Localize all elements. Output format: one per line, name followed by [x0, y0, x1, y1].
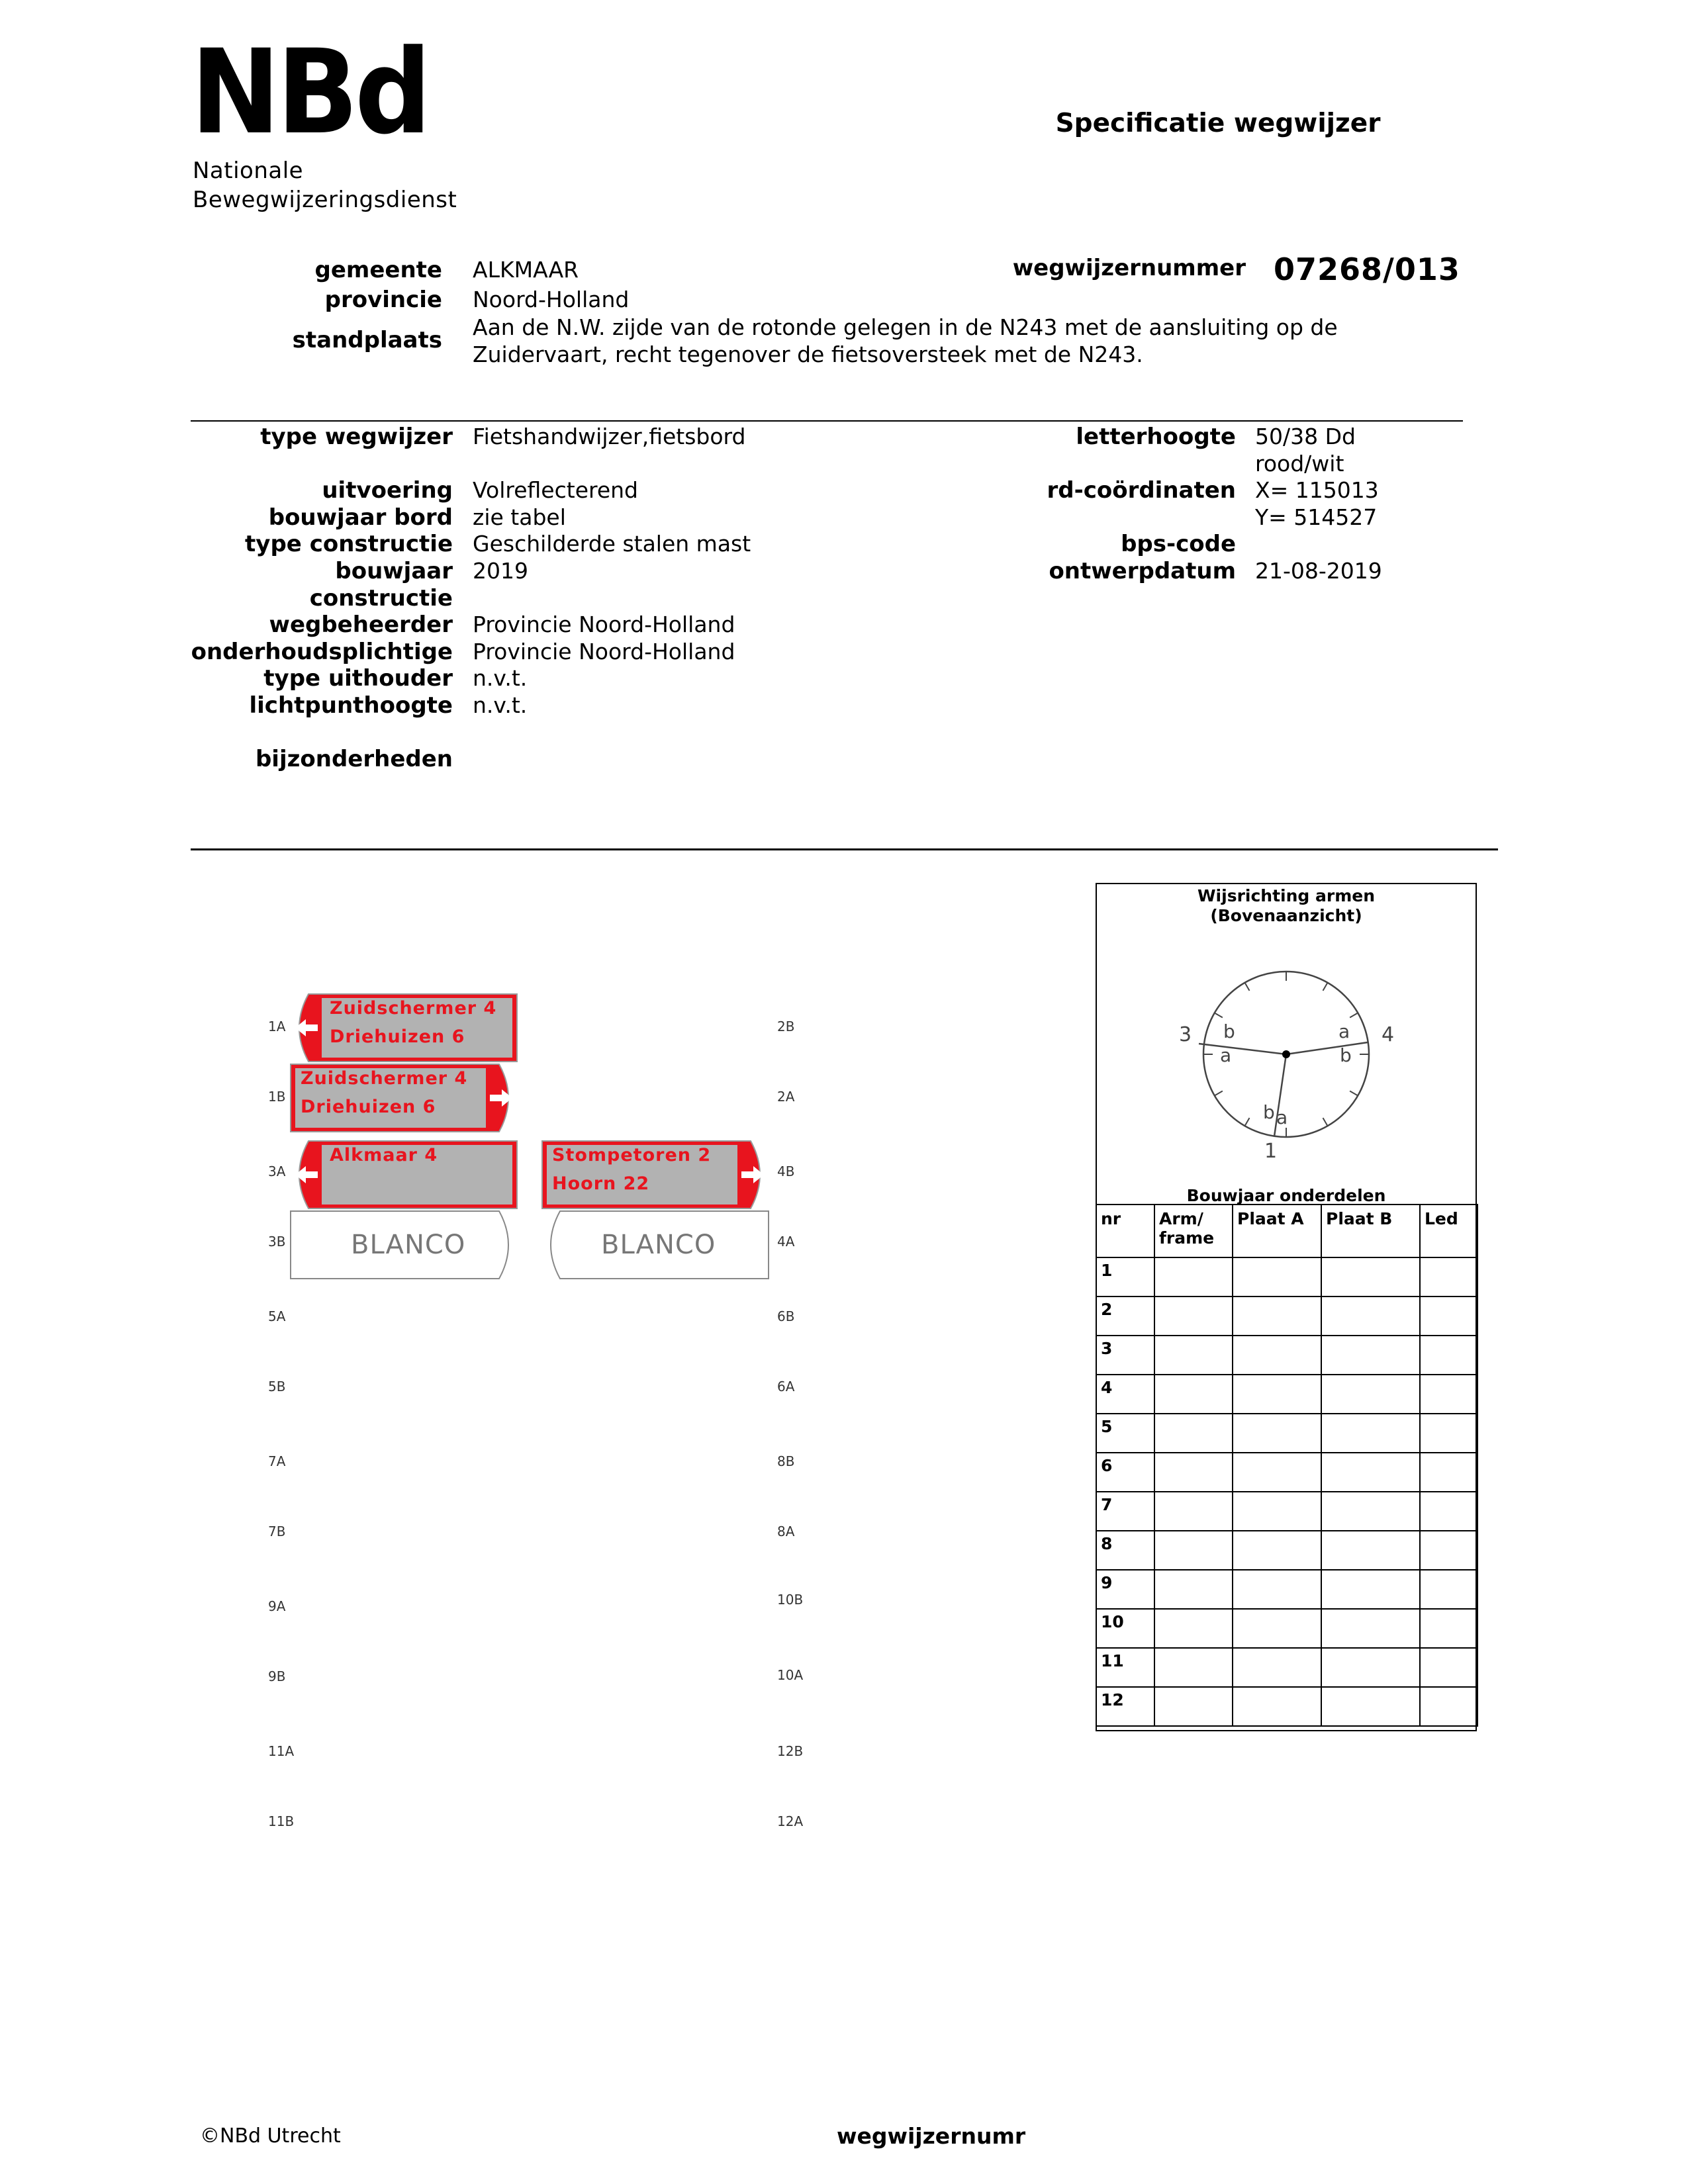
plate-label: 2A: [777, 1089, 795, 1105]
sign-3a: [289, 1140, 519, 1210]
bouwjaar-constructie-value: 2019: [473, 558, 528, 584]
table-row: [1096, 1531, 1477, 1570]
row-number: 11: [1096, 1648, 1154, 1687]
type-wegwijzer-value: Fietshandwijzer,fietsbord: [473, 424, 746, 449]
arm-4-a: a: [1338, 1021, 1350, 1042]
plate-label: 8A: [777, 1524, 795, 1539]
cell: [1233, 1453, 1321, 1492]
cell: [1420, 1492, 1477, 1531]
row-number: 2: [1096, 1297, 1154, 1336]
compass-tick: [1245, 983, 1250, 991]
sign-1b: [289, 1063, 519, 1133]
type-constructie-label: type constructie: [245, 531, 453, 557]
cell: [1233, 1609, 1321, 1648]
bouwjaar-bord-label: bouwjaar bord: [268, 504, 453, 531]
blanco-left-text: BLANCO: [351, 1230, 466, 1260]
page-title: Specificatie wegwijzer: [1055, 109, 1381, 138]
wegbeheerder-value: Provincie Noord-Holland: [473, 612, 735, 637]
cell: [1420, 1453, 1477, 1492]
plate-label: 4A: [777, 1234, 795, 1250]
plate-label: 11B: [268, 1813, 295, 1829]
cell: [1233, 1336, 1321, 1375]
ontwerpdatum-label: ontwerpdatum: [1049, 558, 1236, 584]
table-row: [1096, 1414, 1477, 1453]
table-row: [1096, 1375, 1477, 1414]
cell: [1233, 1375, 1321, 1414]
cell: [1321, 1570, 1420, 1609]
col-header-plaat-a: Plaat A: [1233, 1205, 1321, 1257]
cell: [1233, 1492, 1321, 1531]
wegwijzernummer-label: wegwijzernummer: [1012, 255, 1246, 281]
cell: [1233, 1648, 1321, 1687]
uitvoering-value: Volreflecterend: [473, 477, 638, 503]
plate-label: 2B: [777, 1019, 795, 1034]
arm-4-number: 4: [1382, 1023, 1395, 1046]
table-row: [1096, 1453, 1477, 1492]
compass-tick: [1323, 983, 1328, 991]
compass-diagram: [1165, 956, 1417, 1175]
sign-1b-line-1: Zuidschermer 4: [301, 1068, 468, 1089]
gemeente-label: gemeente: [314, 257, 442, 283]
letterhoogte-value-2: rood/wit: [1255, 451, 1344, 477]
cell: [1154, 1609, 1233, 1648]
letterhoogte-label: letterhoogte: [1076, 424, 1236, 450]
table-row: [1096, 1257, 1477, 1297]
row-number: 5: [1096, 1414, 1154, 1453]
onderhoudsplichtige-value: Provincie Noord-Holland: [473, 639, 735, 664]
cell: [1154, 1336, 1233, 1375]
cell: [1321, 1453, 1420, 1492]
constructie-label: constructie: [309, 585, 453, 612]
cell: [1154, 1414, 1233, 1453]
cell: [1420, 1297, 1477, 1336]
rd-x-value: X= 115013: [1255, 477, 1379, 503]
table-row: [1096, 1297, 1477, 1336]
wijsrichting-title-1: Wijsrichting armen: [1197, 886, 1376, 905]
cell: [1420, 1687, 1477, 1726]
provincie-label: provincie: [324, 287, 442, 313]
type-constructie-value: Geschilderde stalen mast: [473, 531, 751, 557]
onderhoudsplichtige-label: onderhoudsplichtige: [191, 639, 453, 665]
type-uithouder-label: type uithouder: [263, 665, 453, 692]
plate-label: 3A: [268, 1163, 286, 1179]
sign-4b: [540, 1140, 771, 1210]
compass-tick: [1350, 1091, 1358, 1096]
cell: [1154, 1570, 1233, 1609]
uitvoering-label: uitvoering: [322, 477, 453, 504]
plate-label: 9A: [268, 1598, 286, 1614]
nbd-logo: NBd: [191, 24, 428, 160]
bouwjaar-table: [1096, 1204, 1478, 1727]
cell: [1321, 1531, 1420, 1570]
cell: [1420, 1375, 1477, 1414]
arm-4-b: b: [1340, 1044, 1352, 1066]
table-row: [1096, 1570, 1477, 1609]
sign-1a-line-1: Zuidschermer 4: [330, 998, 497, 1019]
sign-1b-line-2: Driehuizen 6: [301, 1097, 436, 1117]
plate-label: 9B: [268, 1668, 286, 1684]
row-number: 12: [1096, 1687, 1154, 1726]
sign-4a-blanco: [540, 1210, 771, 1280]
cell: [1154, 1492, 1233, 1531]
logo-line-2: Bewegwijzeringsdienst: [193, 187, 457, 213]
divider-bottom: [191, 848, 1498, 850]
cell: [1321, 1336, 1420, 1375]
table-row: [1096, 1648, 1477, 1687]
table-header-row: [1096, 1205, 1477, 1257]
compass-tick: [1245, 1118, 1250, 1126]
provincie-value: Noord-Holland: [473, 287, 630, 312]
row-number: 10: [1096, 1609, 1154, 1648]
cell: [1154, 1648, 1233, 1687]
table-row: [1096, 1336, 1477, 1375]
wegwijzernummer-value: 07268/013: [1274, 251, 1460, 287]
cell: [1154, 1531, 1233, 1570]
cell: [1321, 1257, 1420, 1297]
cell: [1154, 1687, 1233, 1726]
sign-4b-line-2: Hoorn 22: [552, 1173, 650, 1194]
logo-line-1: Nationale: [193, 158, 304, 184]
cell: [1233, 1297, 1321, 1336]
wijsrichting-title-2: (Bovenaanzicht): [1210, 906, 1362, 925]
cell: [1420, 1531, 1477, 1570]
row-number: 7: [1096, 1492, 1154, 1531]
blanco-right-text: BLANCO: [601, 1230, 716, 1260]
plate-label: 10B: [777, 1592, 804, 1608]
row-number: 3: [1096, 1336, 1154, 1375]
arm-1-number: 1: [1264, 1140, 1278, 1163]
cell: [1321, 1375, 1420, 1414]
bijzonderheden-label: bijzonderheden: [255, 746, 453, 772]
plate-label: 3B: [268, 1234, 286, 1250]
gemeente-value: ALKMAAR: [473, 257, 579, 283]
row-number: 4: [1096, 1375, 1154, 1414]
plate-label: 12B: [777, 1743, 804, 1759]
compass-tick: [1215, 1013, 1223, 1018]
plate-label: 1A: [268, 1019, 286, 1034]
plate-label: 12A: [777, 1813, 804, 1829]
cell: [1420, 1570, 1477, 1609]
cell: [1154, 1453, 1233, 1492]
cell: [1321, 1297, 1420, 1336]
cell: [1321, 1609, 1420, 1648]
plate-label: 11A: [268, 1743, 295, 1759]
row-number: 8: [1096, 1531, 1154, 1570]
plate-label: 6B: [777, 1308, 795, 1324]
table-row: [1096, 1687, 1477, 1726]
col-header-led: Led: [1420, 1205, 1477, 1257]
arm-3-b: b: [1223, 1021, 1235, 1042]
footer-wegwijzernummer: wegwijzernumr: [837, 2123, 1026, 2149]
plate-label: 6A: [777, 1379, 795, 1394]
cell: [1233, 1570, 1321, 1609]
bouwjaar-constructie-label: bouwjaar: [335, 558, 453, 584]
plate-label: 7B: [268, 1524, 286, 1539]
table-row: [1096, 1609, 1477, 1648]
type-uithouder-value: n.v.t.: [473, 665, 528, 691]
row-number: 6: [1096, 1453, 1154, 1492]
arm-3-number: 3: [1179, 1023, 1192, 1046]
sign-3a-line-1: Alkmaar 4: [330, 1145, 438, 1165]
footer-copyright: ©NBd Utrecht: [200, 2124, 341, 2148]
type-wegwijzer-label: type wegwijzer: [260, 424, 453, 450]
col-header-arm-frame: Arm/ frame: [1154, 1205, 1233, 1257]
plate-label: 8B: [777, 1453, 795, 1469]
standplaats-line-1: Aan de N.W. zijde van de rotonde gelegen in de N243 met de aansluiting op de: [473, 314, 1338, 340]
cell: [1420, 1648, 1477, 1687]
plate-label: 1B: [268, 1089, 286, 1105]
rd-coordinaten-label: rd-coördinaten: [1047, 477, 1236, 504]
cell: [1233, 1257, 1321, 1297]
arm-1-b: b: [1263, 1101, 1275, 1123]
standplaats-label: standplaats: [292, 327, 442, 353]
plate-label: 5A: [268, 1308, 286, 1324]
compass-tick: [1215, 1091, 1223, 1096]
cell: [1233, 1414, 1321, 1453]
sign-3b-blanco: [289, 1210, 519, 1280]
table-row: [1096, 1492, 1477, 1531]
cell: [1420, 1336, 1477, 1375]
wegbeheerder-label: wegbeheerder: [269, 612, 453, 638]
cell: [1154, 1375, 1233, 1414]
bps-code-label: bps-code: [1121, 531, 1236, 557]
col-header-plaat-b: Plaat B: [1321, 1205, 1420, 1257]
cell: [1420, 1257, 1477, 1297]
row-number: 9: [1096, 1570, 1154, 1609]
rd-y-value: Y= 514527: [1255, 504, 1378, 530]
bouwjaar-title: Bouwjaar onderdelen: [1186, 1186, 1386, 1205]
col-header-nr: nr: [1096, 1205, 1154, 1257]
plate-label: 7A: [268, 1453, 286, 1469]
cell: [1154, 1297, 1233, 1336]
cell: [1154, 1257, 1233, 1297]
letterhoogte-value-1: 50/38 Dd: [1255, 424, 1356, 449]
bouwjaar-bord-value: zie tabel: [473, 504, 566, 530]
sign-1a-line-2: Driehuizen 6: [330, 1026, 465, 1047]
cell: [1321, 1414, 1420, 1453]
arm-1-a: a: [1276, 1107, 1288, 1128]
lichtpunthoogte-label: lichtpunthoogte: [249, 692, 453, 719]
cell: [1321, 1648, 1420, 1687]
cell: [1233, 1687, 1321, 1726]
compass-tick: [1350, 1013, 1358, 1018]
plate-label: 10A: [777, 1667, 804, 1683]
compass-tick: [1323, 1118, 1328, 1126]
lichtpunthoogte-value: n.v.t.: [473, 692, 528, 718]
arm-3-a: a: [1220, 1044, 1232, 1066]
sign-1a: [289, 993, 519, 1063]
plate-label: 5B: [268, 1379, 286, 1394]
ontwerpdatum-value: 21-08-2019: [1255, 558, 1382, 584]
cell: [1321, 1687, 1420, 1726]
plate-label: 4B: [777, 1163, 795, 1179]
cell: [1321, 1492, 1420, 1531]
cell: [1420, 1414, 1477, 1453]
sign-4b-line-1: Stompetoren 2: [552, 1145, 712, 1165]
standplaats-line-2: Zuidervaart, recht tegenover de fietsoversteek met de N243.: [473, 341, 1143, 367]
row-number: 1: [1096, 1257, 1154, 1297]
cell: [1233, 1531, 1321, 1570]
divider-top: [191, 420, 1463, 422]
cell: [1420, 1609, 1477, 1648]
